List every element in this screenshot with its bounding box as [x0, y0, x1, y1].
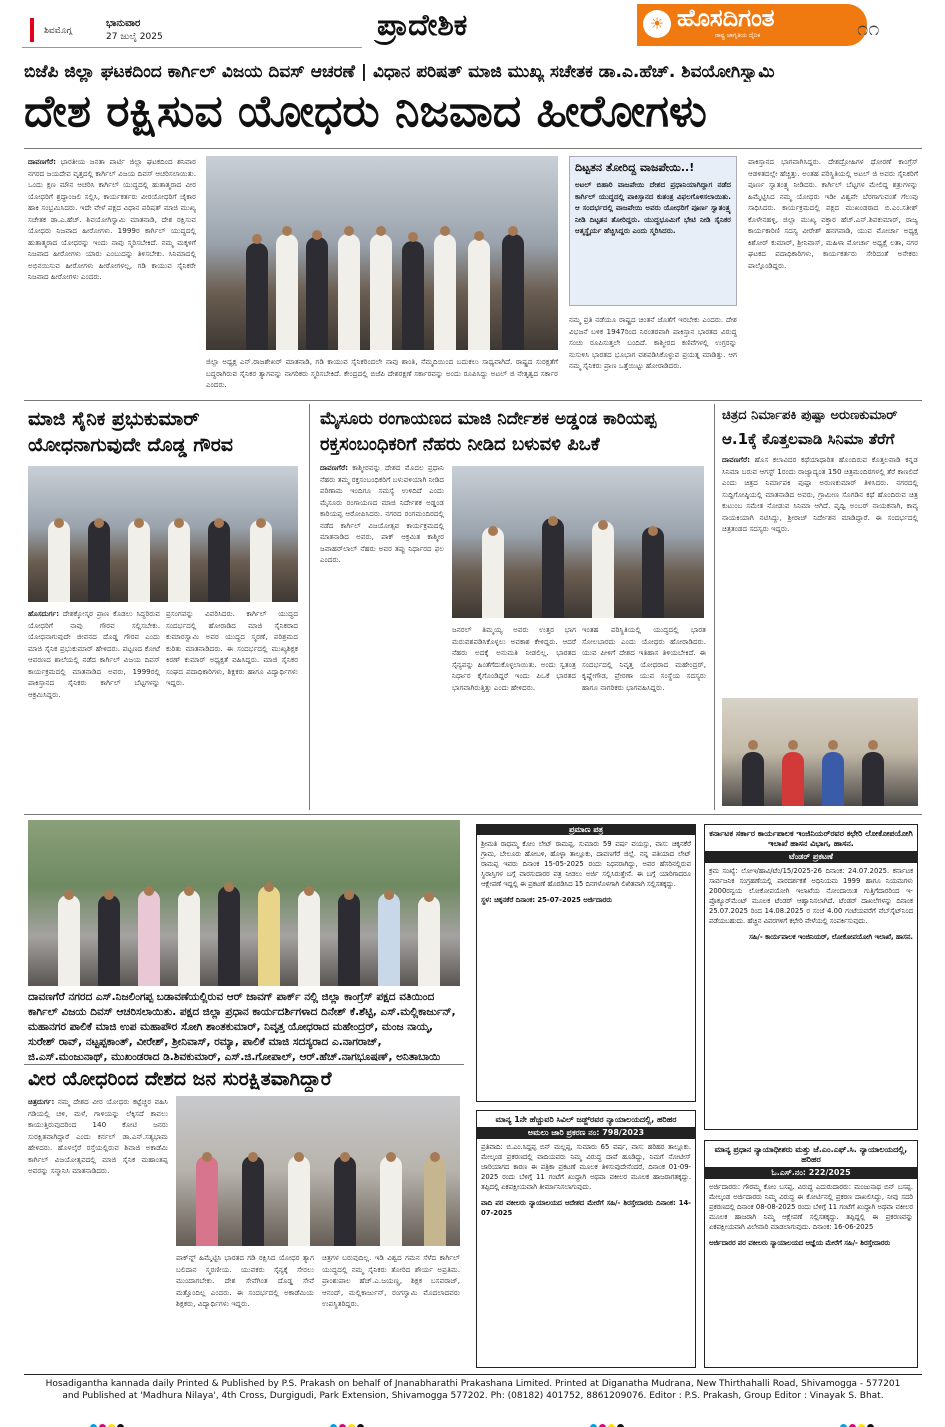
story3-column-1 [320, 462, 444, 810]
story4-photo [722, 698, 918, 806]
logo-tagline: ರಾಷ್ಟ್ರ ಜಾಗೃತಿಯ ದೈನಿಕ [715, 32, 761, 39]
rally-photo-caption: ದಾವಣಗೆರೆ ನಗರದ ಎಸ್.ನಿಜಲಿಂಗಪ್ಪ ಬಡಾವಣೆಯಲ್ಲಿರುವ ಆರ್ ಜಾವಗ್ ಪಾರ್ಕ್ ನಲ್ಲಿ ಜಿಲ್ಲಾ ಕಾಂಗ್ರೆಸ್ ಪಕ್ಷದ ವತಿಯಿಂದ ಕಾರ್ಗಿಲ್ ವಿಜಯ ದಿವಸ್ ಆಚರಿಸಲಾಯಿತು. ಪಕ್ಷದ ಜಿಲ್ಲಾ ಪ್ರಧಾನ ಕಾರ್ಯದರ್ಶಿಗಳಾದ ದಿನೇಶ್ ಕೆ.ಶೆಟ್ಟಿ, ಎಸ್.ಮಲ್ಲಿಕಾರ್ಜುನ್, ಮಹಾನಗರ ಪಾಲಿಕೆ ಮಾಜಿ ಉಪ ಮಹಾಪೌರ ಸೋಗಿ ಶಾಂತಕುಮಾರ್, ನಿವೃತ್ತ ಯೋಧರಾದ ಮಹೇಂದ್ರರ್, ಮಂಜ ನಾಯ್ಕ, ಸುರೇಶ್ ರಾವ್, ನಟ್ಟಪ್ಪಕಾಂತ್, ವೀರೇಶ್, ಶ್ರೀನಿವಾಸ್, ರಮ್ಯಾ, ಪಾಲಿಕೆ ಮಾಜಿ ಸದಸ್ಯರಾದ ಎ.ನಾಗರಾಜ್, ಜಿ.ಎಸ್.ಮಂಜುನಾಥ್, ಮುಖಂಡರಾದ ಡಿ.ಶಿವಕುಮಾರ್, ಎಸ್.ಜಿ.ಗೋಪಾಲ್, ಆರ್.ಹೆಚ್.ನಾಗಭೂಷಣ್, ಅನಿತಾಬಾಯಿ [28, 991, 456, 1063]
story2-photo [28, 466, 298, 602]
newspaper-logo [637, 4, 867, 46]
story4-dateline: ದಾವಣಗೆರೆ: [722, 455, 751, 464]
rally-photo [28, 820, 460, 986]
notice-tender-text: ಕ್ರಮ ಸಂಖ್ಯೆ: ಲೋಇ/ಹಾವಿ/ಟೆಂ/15/2025-26 ದಿನಾಂಕ: 24.07.2025. ಕರ್ನಾಟಕ ಸಾರ್ವಜನಿಕ ಸಂಗ್ರಹಣೆಯಲ್ಲಿ ಪಾರದರ್ಶಕತೆ ಅಧಿನಿಯಮ 1999 ಹಾಗೂ ನಿಯಮಗಳು 2000ರನ್ವಯ ಲೋಕೋಪಯೋಗಿ ಇಲಾಖೆಯ ನೋಂದಾಯಿತ ಗುತ್ತಿಗೆದಾರರಿಂದ ಇ-ಪ್ರೊಕ್ಯೂರ್‌ಮೆಂಟ್ ಮೂಲಕ ಟೆಂಡರ್ ಆಹ್ವಾನಿಸಲಾಗಿದೆ. ಟೆಂಡರ್ ದಾಖಲೆಗಳನ್ನು ದಿನಾಂಕ 25.07.2025 ರಿಂದ 14.08.2025 ರ ಸಂಜೆ 4.00 ಗಂಟೆಯವರೆಗೆ ವೆಬ್‌ಸೈಟ್‌ನಿಂದ ಪಡೆಯಬಹುದು. ಹೆಚ್ಚಿನ ವಿವರಗಳಿಗೆ ಕಛೇರಿ ವೇಳೆಯಲ್ಲಿ ಸಂಪರ್ಕಿಸುವುದು. [709, 867, 913, 925]
imprint-line-2: and Published at 'Madhura Nilaya', 4th Cross, Durgigudi, Park Extension, Shivamogga 577202. Ph: (08182) 401752, 8861209076. Editor : P.S. Prakash, Group Editor : Vinayak S. Bhat. [62, 1391, 884, 1401]
story2-column-2 [166, 608, 298, 808]
lead-kicker: ಬಿಜೆಪಿ ಜಿಲ್ಲಾ ಘಟಕದಿಂದ ಕಾರ್ಗಿಲ್ ವಿಜಯ ದಿವಸ್ ಆಚರಣೆ | ವಿಧಾನ ಪರಿಷತ್ ಮಾಜಿ ಮುಖ್ಯ ಸಚೇತಕ ಡಾ.ಎ.ಹೆಚ್. ಶಿವಯೋಗಿಸ್ವಾಮಿ [24, 62, 775, 82]
lead-body-4: ಪಾಕಿಸ್ತಾನದ ಭಾಗವಾಗಿಸಿದ್ದರು. ದೇಶದ್ರೋಹಿಗಳ ಧೋರಣೆ ಕಾಂಗ್ರೆಸ್ ಆಡಳಿತದಲ್ಲೇ ಹೆಚ್ಚಿತ್ತು. ಅಂತಹ ಪರಿಸ್ಥಿತಿಯಲ್ಲಿ ಅಟಲ್ ಜಿ ಅವರು ಸೈನಿಕರಿಗೆ ಪೂರ್ಣ ಸ್ವಾತಂತ್ರ್ಯ ನೀಡಿದರು. ಕಾರ್ಗಿಲ್ ಬೆಟ್ಟಗಳ ಮೇಲಿದ್ದ ಶತ್ರುಗಳನ್ನು ಹಿಮ್ಮೆಟ್ಟಿಸಿದ ನಮ್ಮ ಯೋಧರು ಇಡೀ ವಿಶ್ವವೇ ಬೆರಗಾಗುವಂತೆ ಗೆಲುವು ಸಾಧಿಸಿದರು. ಕಾರ್ಯಕ್ರಮದಲ್ಲಿ ಪಕ್ಷದ ಮುಖಂಡರಾದ ಬಿ.ಎಂ.ಸತೀಶ್ ಕೊಳೇನಹಳ್ಳಿ, ಜಿಲ್ಲಾ ಮುಖ್ಯ ವಕ್ತಾರ ಹೆಚ್.ಎನ್.ಶಿವಕುಮಾರ್, ರಾಜ್ಯ ಕಾರ್ಯಕಾರಿಣಿ ಸದಸ್ಯ ವೀರೇಶ್ ಹನಗವಾಡಿ, ಯುವ ಮೋರ್ಚಾ ಅಧ್ಯಕ್ಷ ಕಿಶೋರ್ ಕುಮಾರ್, ಶ್ರೀನಿವಾಸ್, ಮಹಿಳಾ ಮೋರ್ಚಾ ಅಧ್ಯಕ್ಷೆ ಲತಾ, ನಗರ ಘಟಕದ ಪದಾಧಿಕಾರಿಗಳು, ಕಾರ್ಯಕರ್ತರು ಸೇರಿದಂತೆ ಅನೇಕರು ಪಾಲ್ಗೊಂಡಿದ್ದರು. [748, 157, 918, 270]
story3-photo [452, 466, 704, 618]
registration-marks-2 [330, 1416, 366, 1424]
notice-tender [704, 824, 918, 1130]
story2-body-1: ದೇಶಕ್ಕೋಸ್ಕರ ಪ್ರಾಣ ಕೊಡಲು ಸಿದ್ಧರಿರುವ ಯೋಧರಿಗೆ ನಾವು ಗೌರವ ಸಲ್ಲಿಸಬೇಕು. ಯೋಧನಾಗುವುದೇ ಜೀವನದ ದೊಡ್ಡ ಗೌರವ ಎಂದು ಮಾಜಿ ಸೈನಿಕ ಪ್ರಭುಕುಮಾರ್ ಹೇಳಿದರು. ಪಟ್ಟಣದ ಕೋಟೆ ಆವರಣದ ಶಾಲೆಯಲ್ಲಿ ನಡೆದ ಕಾರ್ಗಿಲ್ ವಿಜಯ ದಿವಸ್ ಕಾರ್ಯಕ್ರಮದಲ್ಲಿ ಮಾತನಾಡಿದ ಅವರು, 1999ರಲ್ಲಿ ಪಾಕಿಸ್ತಾನದ ಸೈನಿಕರು ಕಾರ್ಗಿಲ್ ಬೆಟ್ಟಗಳನ್ನು ಆಕ್ರಮಿಸಿದ್ದರು. [28, 609, 160, 699]
story2-column-1 [28, 608, 160, 808]
notice-court-1-text: ಪ್ರತಿವಾದಿ: ಬಿ.ಎಂ.ಸಿದ್ದಪ್ಪ ಬಿನ್ ಮಲ್ಲಪ್ಪ, ಸುಮಾರು 65 ವರ್ಷ, ವಾಸ: ಹರಿಹರ ತಾಲ್ಲೂಕು. ಮೇಲ್ಕಂಡ ಪ್ರಕರಣದಲ್ಲಿ ವಾದಿಯವರು ನಿಮ್ಮ ವಿರುದ್ಧ ದಾವೆ ಹೂಡಿದ್ದು, ನಿಮಗೆ ನೋಟೀಸ್ ಜಾರಿಯಾಗದ ಕಾರಣ ಈ ಪತ್ರಿಕಾ ಪ್ರಕಟಣೆ ಮೂಲಕ ತಿಳಿಸುವುದೇನೆಂದರೆ, ದಿನಾಂಕ 01-09-2025 ರಂದು ಬೆಳಿಗ್ಗೆ 11 ಗಂಟೆಗೆ ಖುದ್ದಾಗಿ ಅಥವಾ ವಕೀಲರ ಮೂಲಕ ಹಾಜರಾಗತಕ್ಕದ್ದು. ತಪ್ಪಿದಲ್ಲಿ ಏಕಪಕ್ಷೀಯವಾಗಿ ತೀರ್ಮಾನಿಸಲಾಗುವುದು. [481, 1143, 691, 1191]
lead-headline: ದೇಶ ರಕ್ಷಿಸುವ ಯೋಧರು ನಿಜವಾದ ಹೀರೋಗಳು [24, 86, 707, 137]
page-number: ೧೧ [857, 16, 880, 40]
row-rule-1 [24, 400, 922, 401]
notice-court-2-title: ಮಾನ್ಯ ಪ್ರಧಾನ ನ್ಯಾಯಾಧೀಶರು ಮತ್ತು ಜೆ.ಎಂ.ಎಫ್.ಸಿ. ನ್ಯಾಯಾಲಯದಲ್ಲಿ, ಹರಿಹರ [714, 1145, 908, 1164]
story2-body-2: ಪ್ರಸಂಗವನ್ನು ವಿವರಿಸಿದರು. ಕಾರ್ಗಿಲ್ ಯುದ್ಧದ ಸಂದರ್ಭದಲ್ಲಿ ಹೋರಾಡಿದ ಮಾಜಿ ಸೈನಿಕರಾದ ಕುಮಾರಸ್ವಾಮಿ ಅವರ ಯುದ್ಧದ ಸ್ಮರಣೆ, ಪರಿಶ್ರಮದ ಕುರಿತು ಮಾತನಾಡಿದರು. ಈ ಸಂದರ್ಭದಲ್ಲಿ ಮುಖ್ಯಶಿಕ್ಷಕ ಕಿರಣ್ ಕುಮಾರ್ ಅಧ್ಯಕ್ಷತೆ ವಹಿಸಿದ್ದರು. ಮಾಜಿ ಸೈನಿಕರ ಸಂಘದ ಪದಾಧಿಕಾರಿಗಳು, ಶಿಕ್ಷಕರು ಹಾಗೂ ವಿದ್ಯಾರ್ಥಿಗಳು ಇದ್ದರು. [166, 609, 298, 687]
story3-column-2 [452, 624, 576, 810]
story3-headline-1: ಮೈಸೂರು ರಂಗಾಯಣದ ಮಾಜಿ ನಿರ್ದೇಶಕ ಅಡ್ಡಂಡ ಕಾರಿಯಪ್ಪ [320, 409, 657, 429]
lead-body-2: ಜಿಲ್ಲಾ ಅಧ್ಯಕ್ಷ ಎನ್.ರಾಜಶೇಖರ್ ಮಾತನಾಡಿ, ಗಡಿ ಕಾಯುವ ಸೈನಿಕರಿಂದಲೇ ನಾವು ಶಾಂತಿ, ನೆಮ್ಮದಿಯಿಂದ ಬದುಕಲು ಸಾಧ್ಯವಾಗಿದೆ. ರಾಷ್ಟ್ರದ ಸುರಕ್ಷತೆಗೆ ಬದ್ಧರಾಗಿರುವ ಸೈನಿಕರ ತ್ಯಾಗವನ್ನು ನಾಗರಿಕರು ಸ್ಮರಿಸಬೇಕಿದೆ. ಕೇಂದ್ರದಲ್ಲಿ ಬಿಜೆಪಿ ದೇಶರಕ್ಷಣೆ ಸರ್ಕಾರವನ್ನು ಅಂದು ರೂಪಿಸಿದ್ದು ಅಟಲ್ ಜಿ ನೇತೃತ್ವದ ಸರ್ಕಾರ ಎಂದರು. [206, 357, 558, 389]
story5-body-2: ಪಾಕ್‌ನ್ನ್ ಹಿಮ್ಮೆಟ್ಟಿಸಿ ಭಾರತದ ಗಡಿ ರಕ್ಷಿಸಿದ ಯೋಧರ ತ್ಯಾಗ ಬಲಿದಾನ ಸ್ಮರಣೀಯ. ಯುವಕರು ಸೈನ್ಯಕ್ಕೆ ಸೇರಲು ಮುಂದಾಗಬೇಕು. ದೇಶ ಸೇವೆಗಿಂತ ದೊಡ್ಡ ಸೇವೆ ಮತ್ತೊಂದಿಲ್ಲ ಎಂದರು. ಈ ಸಂದರ್ಭದಲ್ಲಿ ಅಕಾಡೆಮಿಯ ಶಿಕ್ಷಕರು, ವಿದ್ಯಾರ್ಥಿಗಳು ಇದ್ದರು. [176, 1253, 314, 1308]
lead-column-4 [748, 156, 918, 394]
story5-column-1 [28, 1096, 168, 1368]
notice-court-1-title: ಮಾನ್ಯ 1ನೇ ಹೆಚ್ಚುವರಿ ಸಿವಿಲ್ ಜಡ್ಜ್‌ರವರ ನ್ಯಾಯಾಲಯದಲ್ಲಿ, ಹರಿಹರ [495, 1115, 677, 1124]
story3-body-2: ಜನರಲ್ ತಿಮ್ಮಯ್ಯ ಅವರು ಉತ್ತರ ಭಾಗ ಮರುವಶಪಡಿಸಿಕೊಳ್ಳಲು ಅವಕಾಶ ಕೇಳಿದ್ದರು. ಆದರೆ ನೆಹರು ಅದಕ್ಕೆ ಅನುಮತಿ ನೀಡಲಿಲ್ಲ. ಭಾರತದ ಸೈನ್ಯವನ್ನು ಹಿಂತೆಗೆದುಕೊಳ್ಳಲಾಯಿತು. ಅಂದು ಸ್ವತಂತ್ರ ನಿರ್ಧಾರ ಕೈಗೊಂಡಿದ್ದರೆ ಇಂದು ಪಿಒಕೆ ಭಾರತದ ಭಾಗವಾಗಿರುತ್ತಿತ್ತು ಎಂದು ಹೇಳಿದರು. [452, 625, 576, 692]
story2-headline-2: ಯೋಧನಾಗುವುದೇ ದೊಡ್ಡ ಗೌರವ [28, 434, 233, 456]
sidebox-title: ದಿಟ್ಟತನ ತೋರಿದ್ದ ವಾಜಪೇಯಿ..! [575, 161, 695, 174]
footer-rule [24, 1374, 922, 1375]
notice-tender-footer: ಸಹಿ/- ಕಾರ್ಯಪಾಲಕ ಇಂಜಿನಿಯರ್, ಲೋಕೋಪಯೋಗಿ ಇಲಾಖೆ, ಹಾಸನ. [749, 933, 913, 941]
notice-court-2 [704, 1140, 918, 1368]
lead-body-3: ನಮ್ಮ ಪ್ರತಿ ನಡೆಯೂ ರಾಷ್ಟ್ರದ ಚಿಂತನೆ ಜೊತೆಗೆ ಇರಬೇಕು ಎಂದರು. ದೇಶ ವಿಭಜನೆ ಬಳಿಕ 1947ರಿಂದ ನಿರಂತರವಾಗಿ ಪಾಕಿಸ್ತಾನ ಭಾರತದ ವಿರುದ್ಧ ಸಂಚು ರೂಪಿಸುತ್ತಲೇ ಬಂದಿದೆ. ಕಾಶ್ಮೀರದ ಕಣಿವೆಗಳಲ್ಲಿ ಉಗ್ರರನ್ನು ನುಸುಳಿಸಿ ಭಾರತದ ಭೂಭಾಗ ವಶಪಡಿಸಿಕೊಳ್ಳುವ ಪ್ರಯತ್ನ ಮಾಡಿತ್ತು. ಆಗ ನಮ್ಮ ಸೈನಿಕರು ಪ್ರಾಣ ಒತ್ತೆಯಿಟ್ಟು ಹೋರಾಡಿದರು. [569, 315, 737, 370]
story5-body-1: ನಮ್ಮ ದೇಶದ ವೀರ ಯೋಧರು ಕಟ್ಟೆಚ್ಚರ ವಹಿಸಿ ಗಡಿಯಲ್ಲಿ ಚಳಿ, ಮಳೆ, ಗಾಳಿಯನ್ನು ಲೆಕ್ಕಿಸದೆ ಕಾವಲು ಕಾಯುತ್ತಿರುವುದರಿಂದ 140 ಕೋಟಿ ಜನರು ಸುರಕ್ಷಿತವಾಗಿದ್ದಾರೆ ಎಂದು ಕರ್ನಲ್ ಡಾ.ಎನ್.ಸತ್ಯಭಾಮ ಹೇಳಿದರು. ಹೊಳಲ್ಕೆರೆ ರಸ್ತೆಯಲ್ಲಿರುವ ಶಿವಾಜಿ ಅಕಾಡೆಮಿ ಕಾರ್ಗಿಲ್ ವಿಜಯೋತ್ಸವದಲ್ಲಿ ಮಾಜಿ ಸೈನಿಕ ಮಹಾಂತಪ್ಪ ಅವರನ್ನು ಸನ್ಮಾನಿಸಿ ಮಾತನಾಡಿದರು. [28, 1097, 168, 1175]
story5-column-2 [176, 1252, 314, 1368]
row-rule-3 [24, 1064, 464, 1065]
notice-tender-band: ಟೆಂಡರ್ ಪ್ರಕಟಣೆ [705, 851, 917, 863]
lead-column-1 [28, 156, 196, 396]
edition-date: 27 ಜುಲೈ 2025 [106, 32, 163, 42]
story3-headline-2: ರಕ್ತಸಂಬಂಧಿಕರಿಗೆ ನೆಹರು ನೀಡಿದ ಬಳುವಳಿ ಪಿಒಕೆ [320, 434, 600, 455]
sidebox [569, 156, 737, 306]
notice-certificate-footer: ಸ್ಥಳ: ಚಿಕ್ಕನಕೆರೆ ದಿನಾಂಕ: 25-07-2025 ಅರ್ಜಿದಾರರು [481, 896, 612, 904]
story2-dateline: ಹೊಸದುರ್ಗ: [28, 609, 60, 618]
lead-photo [206, 156, 558, 350]
notice-court-2-band: ಓ.ಎಸ್.ನಂ: 222/2025 [705, 1167, 917, 1179]
sun-icon: ☀ [643, 10, 671, 38]
notice-certificate-text: ಶ್ರೀಮತಿ ರಾಧಮ್ಮ ಕೋಂ ಲೇಟ್ ರಾಮಪ್ಪ, ಸುಮಾರು 59 ವರ್ಷ ವಯಸ್ಸು, ವಾಸ: ಚಿಕ್ಕನಕೆರೆ ಗ್ರಾಮ, ಬೇಲೂರು ಹೋಬಳಿ, ಹೊಳ್ಳಾ ತಾಲ್ಲೂಕು, ದಾವಣಗೆರೆ ಜಿಲ್ಲೆ. ನನ್ನ ಪತಿಯಾದ ಲೇಟ್ ರಾಮಪ್ಪ ಇವರು ದಿನಾಂಕ 15-05-2025 ರಂದು ನಿಧನರಾಗಿದ್ದು, ಅವರ ಹೆಸರಿನಲ್ಲಿರುವ ಸ್ಥಿರಾಸ್ತಿಗಳ ಬಗ್ಗೆ ವಾರಸುದಾರರ ಪತ್ರ ನೀಡಲು ಅರ್ಜಿ ಸಲ್ಲಿಸಿರುತ್ತೇನೆ. ಈ ಬಗ್ಗೆ ಯಾರಿಗಾದರೂ ಆಕ್ಷೇಪಣೆ ಇದ್ದಲ್ಲಿ ಈ ಪ್ರಕಟಣೆ ಹೊರಡಿಸಿದ 15 ದಿನಗಳೊಳಗಾಗಿ ಲಿಖಿತವಾಗಿ ಸಲ್ಲಿಸತಕ್ಕದ್ದು. [481, 840, 691, 888]
lead-rule [24, 148, 922, 149]
imprint-footer [24, 1378, 922, 1402]
story5-headline: ವೀರ ಯೋಧರಿಂದ ದೇಶದ ಜನ ಸುರಕ್ಷಿತವಾಗಿದ್ದಾರೆ [28, 1068, 332, 1090]
lead-column-3 [569, 314, 737, 394]
story4-headline-1: ಚಿತ್ರದ ನಿರ್ಮಾಪಕಿ ಪುಷ್ಪಾ ಅರುಣಕುಮಾರ್ [722, 408, 898, 423]
story4-body: ಹೊಸ ಕಲಾವಿದರ ಕಥೆಯಾಧಾರಿತ ಹೊಂದಿರುವ ಕೊತ್ತಲವಾಡಿ ಕನ್ನಡ ಸಿನಿಮಾ ಬರುವ ಆಗಸ್ಟ್ 1ರಂದು ರಾಜ್ಯಾದ್ಯಂತ 150 ಚಿತ್ರಮಂದಿರಗಳಲ್ಲಿ ತೆರೆ ಕಾಣಲಿದೆ ಎಂದು ಚಿತ್ರದ ನಿರ್ಮಾಪಕಿ ಪುಷ್ಪಾ ಅರುಣಕುಮಾರ್ ತಿಳಿಸಿದರು. ನಗರದಲ್ಲಿ ಸುದ್ದಿಗೋಷ್ಠಿಯಲ್ಲಿ ಮಾತನಾಡಿದ ಅವರು, ಗ್ರಾಮೀಣ ಸೊಗಡಿನ ಕಥೆ ಹೊಂದಿರುವ ಚಿತ್ರ ಕುಟುಂಬ ಸಮೇತ ನೋಡುವ ಸಿನಿಮಾ ಆಗಿದೆ. ಪೃಥ್ವಿ ಅಂಬರ್ ನಾಯಕನಾಗಿ, ಕಾವ್ಯ ನಾಯಕಿಯಾಗಿ ನಟಿಸಿದ್ದು, ಶ್ರೀರಾಜ್ ನಿರ್ದೇಶನ ಮಾಡಿದ್ದಾರೆ. ಈ ಸಂದರ್ಭದಲ್ಲಿ ಚಿತ್ರತಂಡದ ಸದಸ್ಯರು ಇದ್ದರು. [722, 455, 918, 533]
story5-column-3 [322, 1252, 460, 1368]
masthead [22, 4, 922, 48]
registration-marks-3 [590, 1416, 626, 1424]
notice-court-2-text: ಅರ್ಜಿದಾರರು: ಗೌರಮ್ಮ ಕೋಂ ಬಸಪ್ಪ. ವಿರುದ್ಧ ಎದುರುದಾರರು: ಮಂಜುನಾಥ ಬಿನ್ ಬಸಪ್ಪ. ಮೇಲ್ಕಂಡ ಅರ್ಜಿದಾರರು ನಿಮ್ಮ ವಿರುದ್ಧ ಈ ಕೋರ್ಟಿನಲ್ಲಿ ಪ್ರಕರಣ ದಾಖಲಿಸಿದ್ದು, ನೀವು ಸದರಿ ಪ್ರಕರಣದಲ್ಲಿ ದಿನಾಂಕ 08-08-2025 ರಂದು ಬೆಳಿಗ್ಗೆ 11 ಗಂಟೆಗೆ ಖುದ್ದಾಗಿ ಅಥವಾ ವಕೀಲರ ಮೂಲಕ ಹಾಜರಾಗಿ ನಿಮ್ಮ ಆಕ್ಷೇಪಣೆ ಸಲ್ಲಿಸತಕ್ಕದ್ದು. ತಪ್ಪಿದ್ದಲ್ಲಿ ಈ ಪ್ರಕರಣವನ್ನು ಏಕಪಕ್ಷೀಯವಾಗಿ ವಿಲೇವಾರಿ ಮಾಡಲಾಗುವುದು. ದಿನಾಂಕ: 16-06-2025 [709, 1183, 913, 1231]
story2-headline-1: ಮಾಜಿ ಸೈನಿಕ ಪ್ರಭುಕುಮಾರ್ [28, 408, 200, 430]
sidebox-text: ಅಟಲ್ ಬಿಹಾರಿ ವಾಜಪೇಯಿ ದೇಶದ ಪ್ರಧಾನಿಯಾಗಿದ್ದಾಗ ನಡೆದ ಕಾರ್ಗಿಲ್ ಯುದ್ಧದಲ್ಲಿ ಪಾಕಿಸ್ತಾನದ ಕುತಂತ್ರ ವಿಫಲಗೊಳಿಸಲಾಯಿತು. ಆ ಸಂದರ್ಭದಲ್ಲಿ ವಾಜಪೇಯಿ ಅವರು ಯೋಧರಿಗೆ ಪೂರ್ಣ ಸ್ವಾತಂತ್ರ್ಯ ನೀಡಿ ದಿಟ್ಟತನ ತೋರಿದ್ದರು. ಯುದ್ಧಭೂಮಿಗೆ ಭೇಟಿ ನೀಡಿ ಸೈನಿಕರ ಆತ್ಮಸ್ಥೈರ್ಯ ಹೆಚ್ಚಿಸಿದ್ದರು ಎಂದು ಸ್ಮರಿಸಿದರು. [575, 180, 731, 235]
story5-body-3: ಚಿತ್ರಗಳ ಬರುವುದಿಲ್ಲ. ಇಡಿ ವಿಶ್ವದ ಗಮನ ಸೆಳೆದ ಕಾರ್ಗಿಲ್ ಯುದ್ಧದಲ್ಲಿ ನಮ್ಮ ಸೈನಿಕರು ತೋರಿದ ಶೌರ್ಯ ಅಪ್ರತಿಮ. ಪ್ರಾಂಶುಪಾಲ ಹೆಚ್.ಎ.ಜಯಣ್ಣ, ಶಿಕ್ಷಕ ಬಸವರಾಜ್, ಆನಂದ್, ಮಲ್ಲಿಕಾರ್ಜುನ್, ರಂಗಸ್ವಾಮಿ ಮೊದಲಾದವರು ಉಪಸ್ಥಿತರಿದ್ದರು. [322, 1253, 460, 1308]
masthead-accent-bar [30, 18, 34, 42]
story3-body-1: ಕಾಶ್ಮೀರವನ್ನು ದೇಶದ ಮೊದಲ ಪ್ರಧಾನಿ ನೆಹರು ತಮ್ಮ ರಕ್ತಸಂಬಂಧಿಕರಿಗೆ ಬಳುವಳಿಯಾಗಿ ನೀಡಿದ ಪರಿಣಾಮ ಇಂದಿಗೂ ಸಮಸ್ಯೆ ಉಳಿದಿದೆ ಎಂದು ಮೈಸೂರು ರಂಗಾಯಣದ ಮಾಜಿ ನಿರ್ದೇಶಕ ಅಡ್ಡಂಡ ಕಾರಿಯಪ್ಪ ಆರೋಪಿಸಿದರು. ನಗರದ ರಂಗಮಂದಿರದಲ್ಲಿ ನಡೆದ ಕಾರ್ಗಿಲ್ ವಿಜಯೋತ್ಸವ ಕಾರ್ಯಕ್ರಮದಲ್ಲಿ ಮಾತನಾಡಿದ ಅವರು, ಪಾಕ್ ಆಕ್ರಮಿತ ಕಾಶ್ಮೀರ ಜವಾಹರ್‌ಲಾಲ್ ನೆಹರು ಅವರ ತಪ್ಪು ನಿರ್ಧಾರದ ಫಲ ಎಂದರು. [320, 463, 444, 564]
notice-certificate [476, 824, 696, 1102]
lead-body-1: ಭಾರತೀಯ ಜನತಾ ಪಾರ್ಟಿ ಜಿಲ್ಲಾ ಘಟಕದಿಂದ ಶನಿವಾರ ನಗರದ ಜಯದೇವ ವೃತ್ತದಲ್ಲಿ ಕಾರ್ಗಿಲ್ ವಿಜಯ ದಿವಸ್ ಆಚರಿಸಲಾಯಿತು. ಒಂದು ಕ್ಷಣ ಮೌನ ಆಚರಿಸಿ ಕಾರ್ಗಿಲ್ ಯುದ್ಧದಲ್ಲಿ ಹುತಾತ್ಮರಾದ ವೀರ ಯೋಧರಿಗೆ ಶ್ರದ್ಧಾಂಜಲಿ ಸಲ್ಲಿಸಿ, ಕಾರ್ಯಕರ್ತರು ವೀರಯೋಧರಿಗೆ ಜೈಕಾರ ಹಾಕಿ ಸಂಭ್ರಮಿಸಿದರು. ಇದೇ ವೇಳೆ ಪಕ್ಷದ ವಿಧಾನ ಪರಿಷತ್ ಮಾಜಿ ಮುಖ್ಯ ಸಚೇತಕ ಡಾ.ಎ.ಹೆಚ್. ಶಿವಯೋಗಿಸ್ವಾಮಿ ಮಾತನಾಡಿ, ದೇಶ ರಕ್ಷಿಸುವ ಯೋಧರು ನಿಜವಾದ ಹೀರೋಗಳು. 1999ರ ಕಾರ್ಗಿಲ್ ಯುದ್ಧದಲ್ಲಿ ಹುತಾತ್ಮರಾದ ಯೋಧರನ್ನು ಇಂದು ನಾವು ಸ್ಮರಿಸಬೇಕಿದೆ. ನಮ್ಮ ಮಕ್ಕಳಿಗೆ ನಿಜವಾದ ಹೀರೋಗಳು ಯಾರು ಎಂಬುದನ್ನು ತಿಳಿಸಬೇಕು. ಸಿನಿಮಾದಲ್ಲಿ ಅಭಿನಯಿಸುವ ಹೀರೋಗಳು ಹೀರೋಗಳಲ್ಲ, ಗಡಿ ಕಾಯುವ ಸೈನಿಕರೇ ನಿಜವಾದ ಹೀರೋಗಳು ಎಂದರು. [28, 157, 196, 281]
col-divider-2 [714, 404, 715, 810]
section-title: ಪ್ರಾದೇಶಿಕ [377, 8, 468, 43]
story4-headline-2: ಆ.1ಕ್ಕೆ ಕೊತ್ತಲವಾಡಿ ಸಿನಿಮಾ ತೆರೆಗೆ [722, 430, 895, 448]
imprint-line-1: Hosadigantha kannada daily Printed & Published by P.S. Prakash on behalf of Jnanabharathi Prakashana Limited. Printed at Diganatha Mudrana, New Thirthahalli Road, Shivamogga - 577201 [45, 1379, 901, 1389]
notice-court-1-footer: ವಾದಿ ಪರ ವಕೀಲರು ನ್ಯಾಯಾಲಯದ ಆದೇಶದ ಮೇರೆಗೆ ಸಹಿ/- ಶಿರಸ್ತೇದಾರರು ದಿನಾಂಕ: 14-07-2025 [481, 1199, 691, 1217]
story5-dateline: ಚಿತ್ರದುರ್ಗ: [28, 1097, 55, 1106]
registration-marks-4 [840, 1416, 876, 1424]
story4-column [722, 454, 918, 692]
story3-body-3: ಇಂತಹ ಪರಿಸ್ಥಿತಿಯಲ್ಲಿ ಯುದ್ಧದಲ್ಲಿ ಭಾರತ ಸೋಲಬಾರದು ಎಂದು ಯೋಧರು ಹೋರಾಡಿದರು. ಯುವ ಪೀಳಿಗೆ ದೇಶದ ಇತಿಹಾಸ ತಿಳಿಯಬೇಕಿದೆ. ಈ ಸಂದರ್ಭದಲ್ಲಿ ನಿವೃತ್ತ ಯೋಧರಾದ ಮಹೇಂದ್ರರ್, ಕೃಷ್ಣೇಗೌಡ, ಪ್ರೇರಣಾ ಯುವ ಸಂಸ್ಥೆಯ ಸದಸ್ಯರು ಹಾಗೂ ನಾಗರಿಕರು ಭಾಗವಹಿಸಿದ್ದರು. [582, 625, 706, 692]
registration-marks-1 [90, 1416, 126, 1424]
lead-dateline: ದಾವಣಗೆರೆ: [28, 157, 57, 166]
row-rule-2 [24, 814, 922, 815]
edition-day: ಭಾನುವಾರ [106, 18, 141, 29]
masthead-left [22, 14, 362, 48]
logo-text: ಹೊಸದಿಗಂತ [677, 4, 775, 32]
notice-court-2-footer: ಅರ್ಜಿದಾರರ ಪರ ವಕೀಲರು ನ್ಯಾಯಾಲಯದ ಆಜ್ಞೆಯ ಮೇರೆಗೆ ಸಹಿ/- ಶಿರಸ್ತೇದಾರರು [709, 1239, 891, 1247]
col-divider-1 [309, 404, 310, 810]
story3-column-3 [582, 624, 706, 810]
story3-dateline: ದಾವಣಗೆರೆ: [320, 463, 349, 472]
lead-column-2 [206, 356, 558, 392]
notice-court-1 [476, 1110, 696, 1368]
notice-certificate-title: ಪ್ರಮಾಣ ಪತ್ರ [477, 825, 695, 835]
edition-city: ಶಿವಮೊಗ್ಗ [44, 26, 72, 36]
notice-court-1-band: ಅಮಲು ಜಾರಿ ಪ್ರಕರಣ ನಂ: 798/2023 [477, 1127, 695, 1139]
notice-tender-title: ಕರ್ನಾಟಕ ಸರ್ಕಾರ ಕಾರ್ಯಪಾಲಕ ಇಂಜಿನಿಯರ್‌ರವರ ಕಛೇರಿ ಲೋಕೋಪಯೋಗಿ ಇಲಾಖೆ ಹಾಸನ ವಿಭಾಗ, ಹಾಸನ. [709, 829, 913, 848]
story5-photo [176, 1096, 460, 1246]
